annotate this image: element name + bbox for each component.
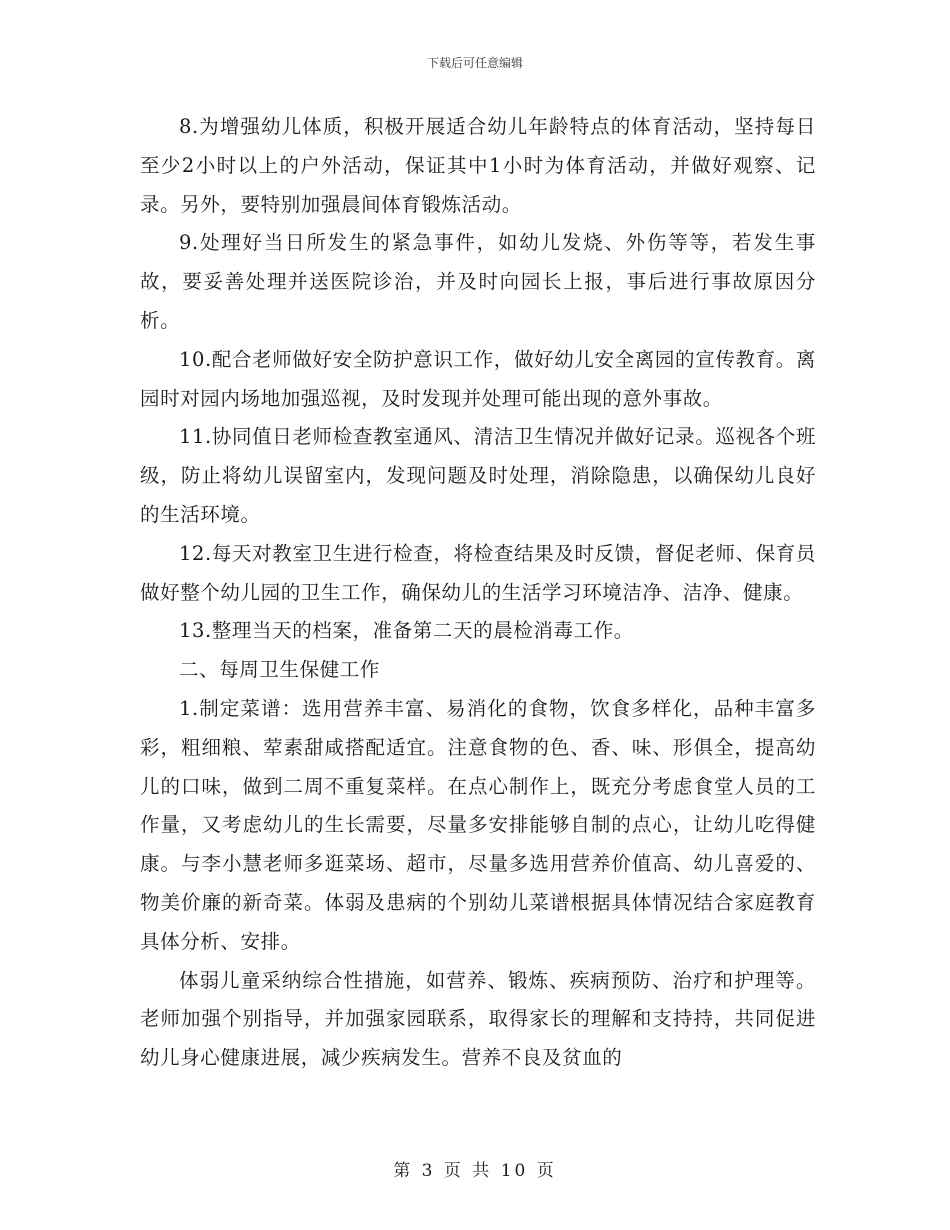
paragraph-item-8: 8.为增强幼儿体质，积极开展适合幼儿年龄特点的体育活动，坚持每日至少2小时以上的户外活动，保证其中1小时为体育活动，并做好观察、记录。另外，要特别加强晨间体育锻炼活动。 — [140, 115, 816, 216]
page-number: 第 3 页 共 10 页 — [393, 1161, 557, 1181]
paragraph-item-10: 10.配合老师做好安全防护意识工作，做好幼儿安全离园的宣传教育。离园时对园内场地加强巡视，及时发现并处理可能出现的意外事故。 — [140, 347, 816, 410]
document-body — [140, 108, 816, 1078]
paragraph-item-12: 12.每天对教室卫生进行检查，将检查结果及时反馈，督促老师、保育员做好整个幼儿园的卫生工作，确保幼儿的生活学习环境洁净、洁净、健康。 — [140, 541, 816, 604]
section-heading-weekly: 二、每周卫生保健工作 — [179, 658, 381, 682]
page-header: 下载后可任意编辑 — [426, 56, 523, 70]
paragraph-weak-children: 体弱儿童采纳综合性措施，如营养、锻炼、疾病预防、治疗和护理等。老师加强个别指导，并加强家园联系，取得家长的理解和支持持，共同促进幼儿身心健康进展，减少疾病发生。营养不良及贫血的 — [140, 968, 816, 1070]
paragraph-menu-planning: 1.制定菜谱：选用营养丰富、易消化的食物，饮食多样化，品种丰富多彩，粗细粮、荤素甜咸搭配适宜。注意食物的色、香、味、形俱全，提高幼儿的口味，做到二周不重复菜样。在点心制作上，既充分考虑食堂人员的工作量，又考虑幼儿的生长需要，尽量多安排能够自制的点心，让幼儿吃得健康。与李小慧老师多逛菜场、超市，尽量多选用营养价值高、幼儿喜爱的、物美价廉的新奇菜。体弱及患病的个别幼儿菜谱根据具体情况结合家庭教育具体分析、安排。 — [140, 696, 816, 953]
paragraph-item-11: 11.协同值日老师检查教室通风、清洁卫生情况并做好记录。巡视各个班级，防止将幼儿误留室内，发现问题及时处理，消除隐患，以确保幼儿良好的生活环境。 — [140, 425, 816, 526]
paragraph-item-9: 9.处理好当日所发生的紧急事件，如幼儿发烧、外伤等等，若发生事故，要妥善处理并送医院诊治，并及时向园长上报，事后进行事故原因分析。 — [140, 231, 816, 332]
paragraph-item-13: 13.整理当天的档案，准备第二天的晨检消毒工作。 — [179, 619, 634, 643]
